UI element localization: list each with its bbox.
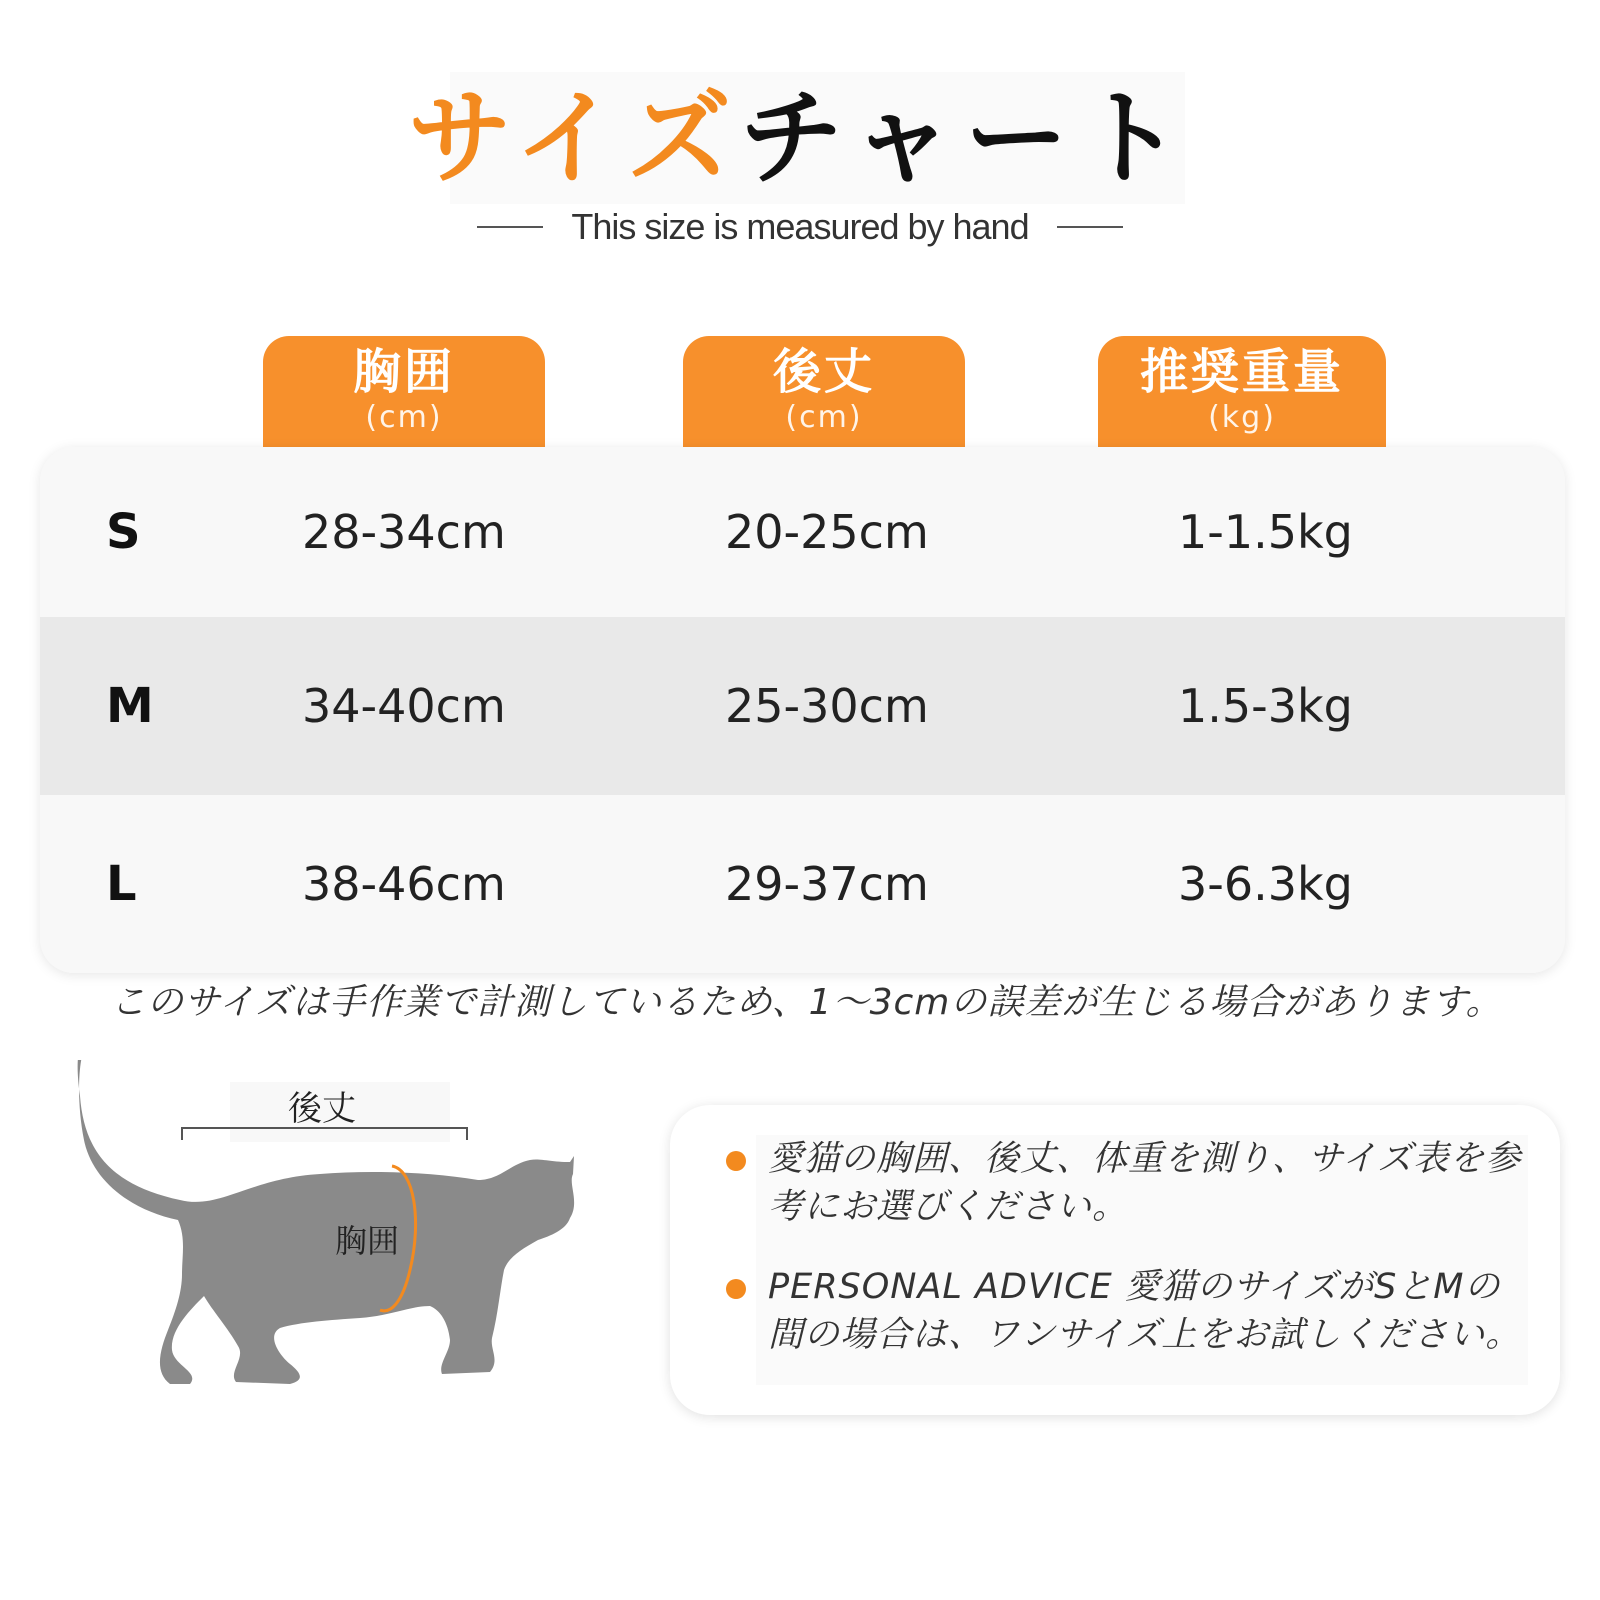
chest-label: 胸囲 <box>334 1222 400 1260</box>
measurement-note: このサイズは手作業で計測しているため、1〜3cmの誤差が生じる場合があります。 <box>110 982 1503 1023</box>
back-value: 29-37cm <box>725 857 929 911</box>
column-header-label: 後丈 <box>772 344 875 400</box>
column-header-label: 推奨重量 <box>1139 344 1344 400</box>
column-header-label: 胸囲 <box>352 344 455 400</box>
chest-value: 38-46cm <box>302 857 506 911</box>
size-label: L <box>106 856 137 912</box>
subtitle: This size is measured by hand <box>571 206 1029 247</box>
weight-value: 1-1.5kg <box>1178 505 1353 559</box>
back-length-label: 後丈 <box>288 1089 356 1129</box>
weight-value: 1.5-3kg <box>1178 679 1353 733</box>
advice-text: 愛猫の胸囲、後丈、体重を測り、サイズ表を参考にお選びください。 <box>768 1139 1522 1227</box>
weight-value: 3-6.3kg <box>1178 857 1353 911</box>
size-table <box>40 447 1565 973</box>
advice-item <box>726 1263 1526 1359</box>
subtitle-divider-right <box>1057 226 1123 228</box>
size-label: M <box>106 678 154 734</box>
chest-value: 34-40cm <box>302 679 506 733</box>
column-header-chest <box>263 336 545 448</box>
cat-silhouette-icon <box>70 1060 610 1430</box>
table-row <box>40 795 1565 973</box>
column-header-unit: (kg) <box>1208 400 1276 435</box>
table-row <box>40 447 1565 617</box>
advice-item <box>726 1135 1526 1231</box>
advice-panel <box>670 1105 1560 1415</box>
subtitle-row <box>0 205 1600 249</box>
subtitle-divider-left <box>477 226 543 228</box>
back-value: 25-30cm <box>725 679 929 733</box>
page-title <box>0 78 1600 198</box>
column-header-unit: (cm) <box>365 400 443 435</box>
title-orange-part: サイズ <box>407 77 740 199</box>
title-black-part: チャート <box>739 77 1193 199</box>
column-header-unit: (cm) <box>785 400 863 435</box>
back-value: 20-25cm <box>725 505 929 559</box>
chest-value: 28-34cm <box>302 505 506 559</box>
bullet-dot-icon <box>726 1151 746 1171</box>
bullet-dot-icon <box>726 1279 746 1299</box>
advice-text: PERSONAL ADVICE 愛猫のサイズがSとMの間の場合は、ワンサイズ上をお試しください。 <box>768 1267 1522 1355</box>
size-label: S <box>106 504 141 560</box>
table-row <box>40 617 1565 795</box>
column-header-back <box>683 336 965 448</box>
column-header-weight <box>1098 336 1386 448</box>
cat-measurement-diagram <box>70 1060 610 1430</box>
